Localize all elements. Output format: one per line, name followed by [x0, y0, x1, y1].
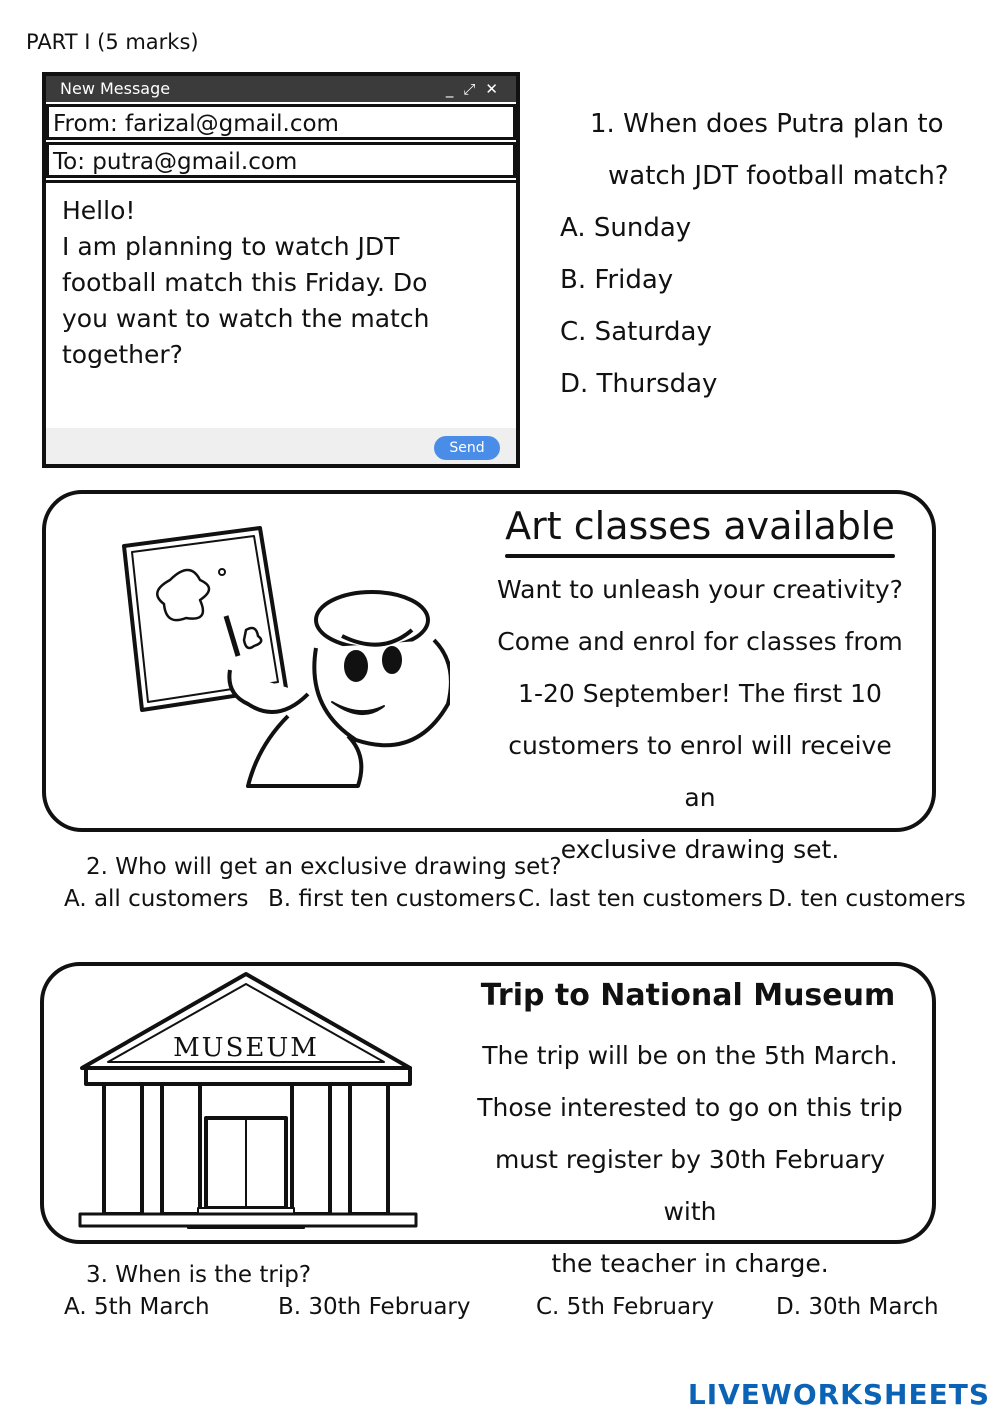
question-1 [560, 98, 980, 410]
email-titlebar [46, 76, 516, 102]
museum-description [470, 1030, 910, 1290]
art-title: Art classes available [505, 504, 895, 548]
art-line: exclusive drawing set. [560, 835, 840, 864]
museum-line: Those interested to go on this trip [477, 1093, 903, 1122]
send-button[interactable]: Send [434, 436, 500, 460]
art-title-underline [505, 554, 895, 558]
q3-option-c[interactable]: C. 5th February [536, 1294, 715, 1320]
email-window-title: New Message [60, 79, 171, 98]
email-body-line: I am planning to watch JDT [62, 232, 400, 261]
q2-option-c[interactable]: C. last ten customers [518, 886, 763, 912]
option-b[interactable]: B. Friday [560, 265, 674, 295]
option-d[interactable]: D. Thursday [560, 369, 718, 399]
q3-option-a[interactable]: A. 5th March [64, 1294, 210, 1320]
email-body-line: together? [62, 340, 183, 369]
close-icon[interactable]: ✕ [485, 80, 508, 98]
q3-option-b[interactable]: B. 30th February [278, 1294, 471, 1320]
question-1-stem: 1. When does Putra plan to [590, 109, 944, 139]
museum-title: Trip to National Museum [480, 978, 896, 1013]
from-field: From: farizal@gmail.com [46, 104, 516, 140]
question-2-stem: 2. Who will get an exclusive drawing set? [86, 854, 562, 880]
expand-icon[interactable]: ⤢ [463, 80, 486, 98]
email-body-line: you want to watch the match [62, 304, 430, 333]
to-field: To: putra@gmail.com [46, 142, 516, 178]
email-body-line: Hello! [62, 196, 136, 225]
option-a[interactable]: A. Sunday [560, 213, 692, 243]
q2-option-d[interactable]: D. ten customers [768, 886, 966, 912]
art-line: customers to enrol will receive an [508, 731, 892, 812]
email-body [46, 180, 516, 406]
museum-building-illustration [78, 968, 418, 1234]
option-c[interactable]: C. Saturday [560, 317, 712, 347]
email-footer [46, 428, 516, 464]
art-description [490, 564, 910, 876]
museum-line: The trip will be on the 5th March. [482, 1041, 898, 1070]
museum-sign: MUSEUM [173, 1033, 319, 1063]
liveworksheets-logo: LIVEWORKSHEETS [687, 1378, 990, 1411]
child-painting-illustration [110, 520, 450, 790]
q2-option-a[interactable]: A. all customers [64, 886, 249, 912]
museum-line: must register by 30th February with [494, 1145, 886, 1226]
question-1-stem-cont: watch JDT football match? [608, 161, 949, 191]
question-3-stem: 3. When is the trip? [86, 1262, 312, 1288]
email-body-line: football match this Friday. Do [62, 268, 428, 297]
museum-line: the teacher in charge. [551, 1249, 829, 1278]
art-line: 1-20 September! The first 10 [518, 679, 882, 708]
window-controls [446, 76, 508, 102]
q3-option-d[interactable]: D. 30th March [776, 1294, 939, 1320]
q2-option-b[interactable]: B. first ten customers [268, 886, 517, 912]
minimize-icon[interactable]: _ [445, 80, 464, 98]
part-title: PART I (5 marks) [26, 30, 199, 54]
art-line: Come and enrol for classes from [497, 627, 903, 656]
email-window [42, 72, 520, 468]
art-line: Want to unleash your creativity? [497, 575, 903, 604]
